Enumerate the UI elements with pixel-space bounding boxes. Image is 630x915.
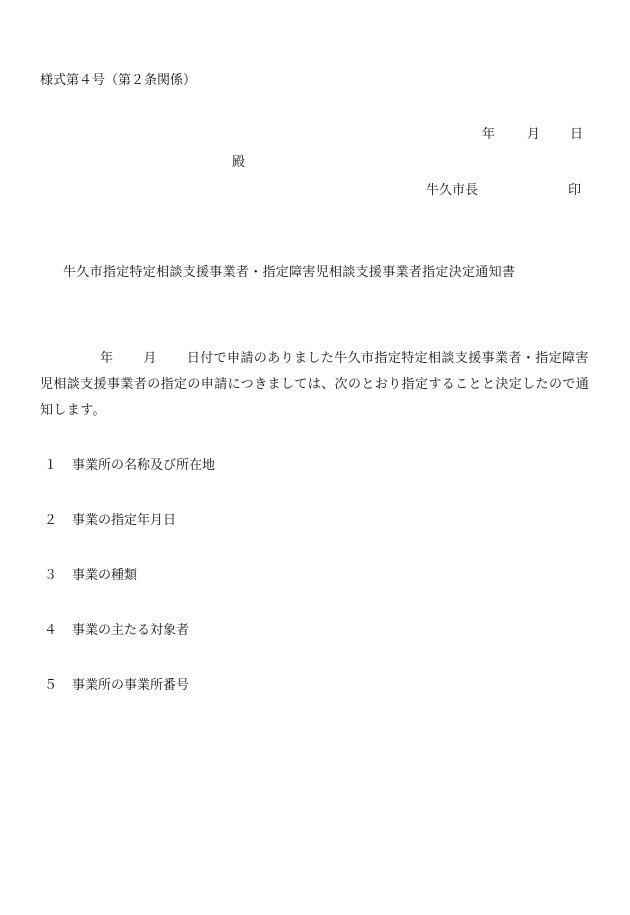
item-number: ４	[44, 623, 58, 638]
body-year-label: 年	[100, 351, 114, 366]
body-paragraph	[40, 346, 600, 424]
item-label: 事業の指定年月日	[72, 513, 177, 528]
body-text: 日付で申請のありました牛久市指定特定相談支援事業者・指定障害児相談支援事業者の指定の申請につきましては、次のとおり指定することと決定したので通知します。	[40, 351, 590, 418]
list-item	[44, 568, 137, 584]
list-item	[44, 458, 215, 474]
issuer-title: 牛久市長	[426, 183, 479, 198]
item-label: 事業の主たる対象者	[72, 623, 190, 638]
list-item	[44, 678, 189, 694]
item-label: 事業の種類	[72, 568, 138, 583]
item-number: ３	[44, 568, 58, 583]
date-month-label: 月	[527, 127, 541, 142]
item-number: ５	[44, 678, 58, 693]
date-year-label: 年	[482, 127, 496, 142]
item-label: 事業所の事業所番号	[72, 678, 190, 693]
list-item	[44, 623, 189, 639]
document-title: 牛久市指定特定相談支援事業者・指定障害児相談支援事業者指定決定通知書	[63, 265, 516, 280]
addressee-suffix: 殿	[232, 155, 246, 170]
body-month-label: 月	[143, 351, 157, 366]
seal-mark: 印	[568, 183, 582, 198]
item-number: ２	[44, 513, 58, 528]
item-number: １	[44, 458, 58, 473]
form-number: 様式第４号（第２条関係）	[40, 73, 197, 88]
list-item	[44, 513, 176, 529]
date-day-label: 日	[570, 127, 584, 142]
item-label: 事業所の名称及び所在地	[72, 458, 216, 473]
